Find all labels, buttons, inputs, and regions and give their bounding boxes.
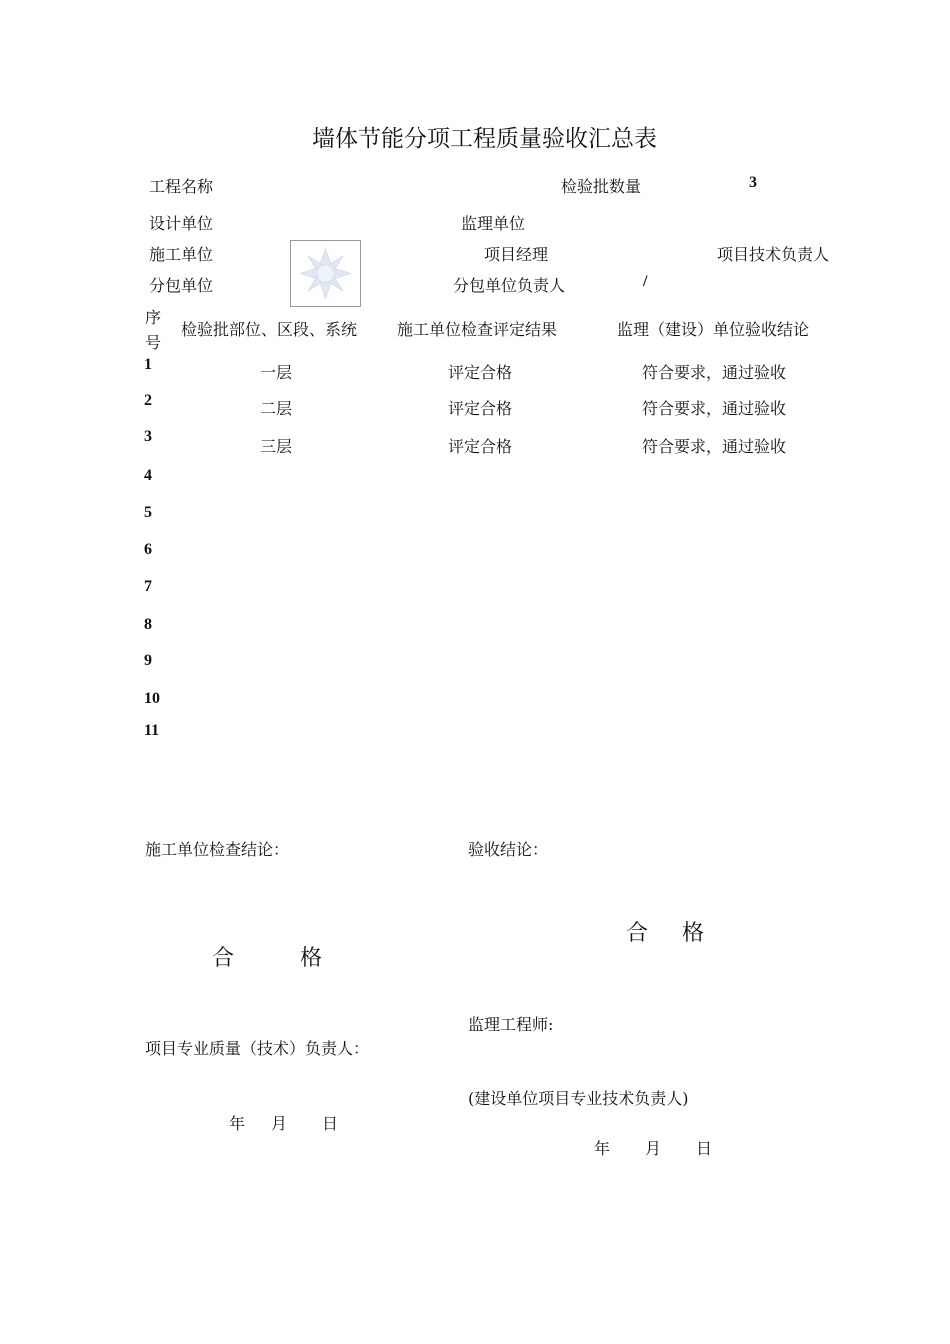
row-2-location: 二层 <box>260 399 293 418</box>
row-6-no: 6 <box>144 541 152 558</box>
col-seq-line1: 序 <box>145 308 162 327</box>
row-9-no: 9 <box>144 652 152 669</box>
construction-conclusion-label: 施工单位检查结论： <box>145 840 290 859</box>
row-8-no: 8 <box>144 616 152 633</box>
project-name-label: 工程名称 <box>149 177 214 196</box>
acceptance-date-year: 年 <box>594 1139 611 1158</box>
acceptance-conclusion-char1: 合 <box>626 921 649 946</box>
subcontract-lead-label: 分包单位负责人 <box>453 276 566 295</box>
construction-date-day: 日 <box>322 1114 339 1133</box>
row-1-no: 1 <box>144 356 152 373</box>
row-2-result: 评定合格 <box>448 399 513 418</box>
col-supervision-conclusion-header: 监理（建设）单位验收结论 <box>617 320 810 339</box>
supervision-engineer-label: 监理工程师: <box>468 1015 554 1034</box>
subcontract-lead-value: / <box>643 273 648 290</box>
row-10-no: 10 <box>144 690 160 707</box>
row-2-conclusion: 符合要求，通过验收 <box>642 399 787 418</box>
row-11-no: 11 <box>144 722 160 739</box>
row-2-no: 2 <box>144 392 152 409</box>
row-1-location: 一层 <box>260 363 293 382</box>
subcontract-unit-label: 分包单位 <box>149 276 214 295</box>
acceptance-date-month: 月 <box>645 1139 662 1158</box>
row-3-conclusion: 符合要求，通过验收 <box>642 437 787 456</box>
row-3-result: 评定合格 <box>448 437 513 456</box>
construction-unit-label: 施工单位 <box>149 245 214 264</box>
row-3-location: 三层 <box>260 437 293 456</box>
row-3-no: 3 <box>144 428 152 445</box>
acceptance-conclusion-label: 验收结论： <box>468 840 549 859</box>
stamp-emblem-icon <box>291 241 360 306</box>
construction-conclusion-char1: 合 <box>212 946 235 971</box>
col-seq-line2: 号 <box>145 333 162 352</box>
construction-conclusion-char2: 格 <box>300 946 323 971</box>
batch-count-value: 3 <box>749 174 757 191</box>
row-1-result: 评定合格 <box>448 363 513 382</box>
row-1-conclusion: 符合要求，通过验收 <box>642 363 787 382</box>
col-location-header: 检验批部位、区段、系统 <box>181 320 358 339</box>
construction-date-month: 月 <box>271 1114 288 1133</box>
page-title: 墙体节能分项工程质量验收汇总表 <box>312 126 657 152</box>
row-4-no: 4 <box>144 467 152 484</box>
batch-count-label: 检验批数量 <box>561 177 642 196</box>
construction-date-year: 年 <box>229 1114 246 1133</box>
tech-lead-label: 项目技术负责人 <box>717 245 830 264</box>
supervision-unit-label: 监理单位 <box>461 214 526 233</box>
quality-lead-label: 项目专业质量（技术）负责人： <box>145 1039 370 1058</box>
acceptance-date-day: 日 <box>696 1139 713 1158</box>
col-construction-result-header: 施工单位检查评定结果 <box>397 320 558 339</box>
design-unit-label: 设计单位 <box>149 214 214 233</box>
row-7-no: 7 <box>144 578 152 595</box>
acceptance-conclusion-char2: 格 <box>682 921 705 946</box>
stamp-image <box>290 240 361 307</box>
project-manager-label: 项目经理 <box>484 245 549 264</box>
row-5-no: 5 <box>144 504 152 521</box>
owner-tech-lead-label: (建设单位项目专业技术负责人) <box>468 1089 689 1108</box>
